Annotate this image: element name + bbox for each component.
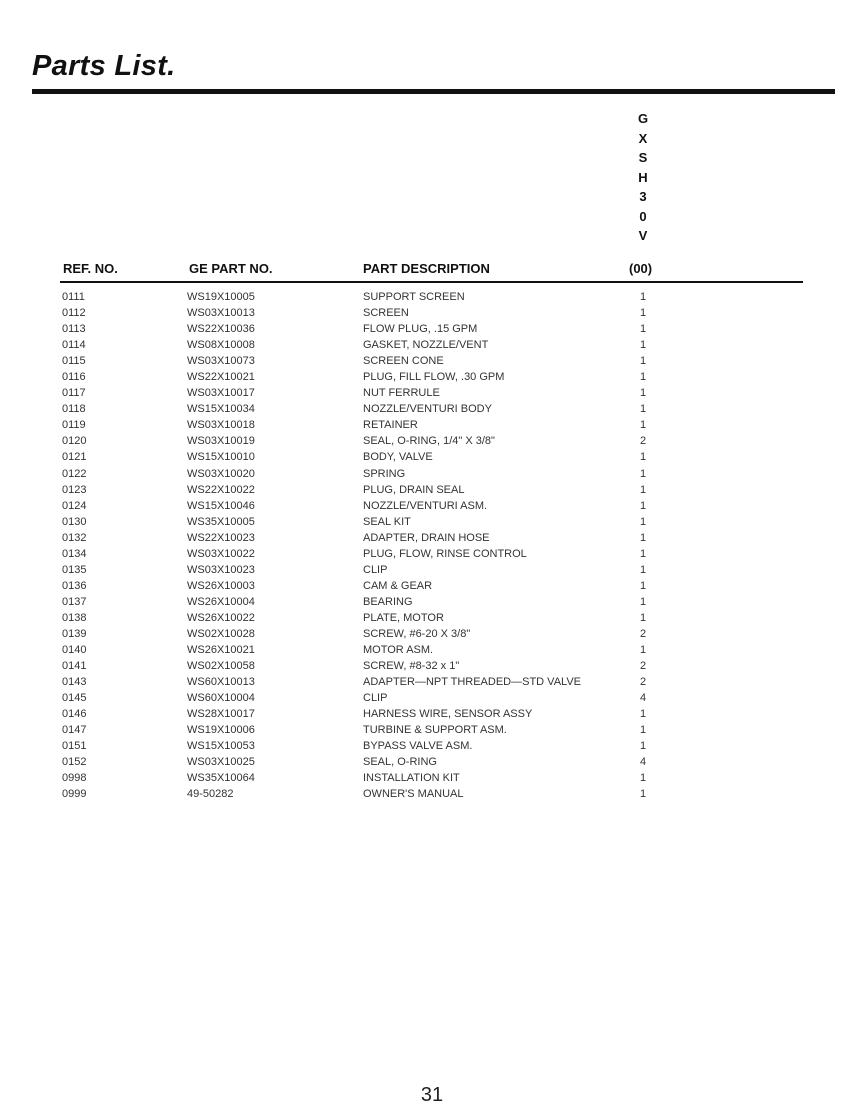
part-no-cell: WS08X10008 <box>187 339 255 352</box>
table-row <box>0 306 864 322</box>
model-number-column <box>636 109 650 246</box>
quantity-cell: 1 <box>639 547 647 560</box>
header-rule <box>60 281 803 283</box>
description-cell: OWNER'S MANUAL <box>363 788 464 801</box>
ref-no-cell: 0132 <box>62 531 87 544</box>
part-no-cell: WS03X10023 <box>187 563 255 576</box>
part-no-cell: WS19X10006 <box>187 724 255 737</box>
part-no-cell: WS03X10022 <box>187 547 255 560</box>
table-row <box>0 402 864 418</box>
quantity-cell: 1 <box>639 531 647 544</box>
table-row <box>0 515 864 531</box>
description-cell: NOZZLE/VENTURI BODY <box>363 403 492 416</box>
quantity-cell: 1 <box>639 740 647 753</box>
part-no-cell: WS03X10073 <box>187 355 255 368</box>
header-part-description: PART DESCRIPTION <box>363 261 490 276</box>
table-row <box>0 755 864 771</box>
description-cell: SCREEN CONE <box>363 355 444 368</box>
model-letter: 3 <box>639 189 647 204</box>
quantity-cell: 1 <box>639 419 647 432</box>
part-no-cell: WS26X10004 <box>187 595 255 608</box>
description-cell: PLUG, FLOW, RINSE CONTROL <box>363 547 527 560</box>
quantity-cell: 2 <box>639 676 647 689</box>
quantity-cell: 1 <box>639 708 647 721</box>
ref-no-cell: 0118 <box>62 403 86 416</box>
table-row <box>0 418 864 434</box>
quantity-cell: 1 <box>639 307 647 320</box>
description-cell: NUT FERRULE <box>363 387 440 400</box>
part-no-cell: WS22X10022 <box>187 483 255 496</box>
page-number: 31 <box>420 1084 444 1106</box>
part-no-cell: WS19X10005 <box>187 291 255 303</box>
page-title: Parts List. <box>32 50 176 82</box>
quantity-cell: 1 <box>639 644 647 657</box>
table-row <box>0 467 864 483</box>
part-no-cell: WS26X10021 <box>187 644 255 657</box>
ref-no-cell: 0111 <box>62 291 85 303</box>
quantity-cell: 1 <box>639 323 647 336</box>
table-row <box>0 643 864 659</box>
table-row <box>0 611 864 627</box>
ref-no-cell: 0115 <box>62 355 86 368</box>
quantity-cell: 1 <box>639 467 647 480</box>
part-no-cell: WS03X10017 <box>187 387 255 400</box>
table-row <box>0 659 864 675</box>
part-no-cell: WS35X10005 <box>187 515 255 528</box>
table-row <box>0 338 864 354</box>
description-cell: PLATE, MOTOR <box>363 611 444 624</box>
quantity-cell: 1 <box>639 595 647 608</box>
quantity-cell: 1 <box>639 339 647 352</box>
table-row <box>0 354 864 370</box>
part-no-cell: WS22X10021 <box>187 371 255 384</box>
ref-no-cell: 0147 <box>62 724 87 737</box>
table-row <box>0 370 864 386</box>
quantity-cell: 2 <box>639 627 647 640</box>
quantity-cell: 1 <box>639 724 647 737</box>
quantity-cell: 1 <box>639 788 647 801</box>
ref-no-cell: 0139 <box>62 627 87 640</box>
model-letter: X <box>638 130 648 146</box>
quantity-cell: 1 <box>639 387 647 400</box>
description-cell: BODY, VALVE <box>363 451 433 464</box>
part-no-cell: WS15X10053 <box>187 740 255 753</box>
description-cell: SCREW, #6-20 X 3/8" <box>363 627 471 640</box>
description-cell: SEAL, O-RING <box>363 756 437 769</box>
table-row <box>0 547 864 563</box>
quantity-cell: 1 <box>639 772 647 785</box>
description-cell: GASKET, NOZZLE/VENT <box>363 339 489 352</box>
description-cell: INSTALLATION KIT <box>363 772 460 785</box>
part-no-cell: WS02X10058 <box>187 660 255 673</box>
quantity-cell: 4 <box>639 756 647 769</box>
part-no-cell: WS03X10025 <box>187 756 255 769</box>
table-row <box>0 691 864 707</box>
table-row <box>0 322 864 338</box>
part-no-cell: WS03X10013 <box>187 307 255 320</box>
description-cell: RETAINER <box>363 419 418 432</box>
quantity-cell: 1 <box>639 563 647 576</box>
description-cell: SCREEN <box>363 307 409 320</box>
ref-no-cell: 0112 <box>62 307 86 320</box>
ref-no-cell: 0998 <box>62 772 87 785</box>
part-no-cell: WS26X10003 <box>187 579 255 592</box>
ref-no-cell: 0124 <box>62 499 87 512</box>
ref-no-cell: 0151 <box>62 740 87 753</box>
ref-no-cell: 0145 <box>62 692 87 705</box>
ref-no-cell: 0143 <box>62 676 87 689</box>
table-row <box>0 579 864 595</box>
model-letter: H <box>638 169 648 185</box>
ref-no-cell: 0138 <box>62 611 87 624</box>
description-cell: CLIP <box>363 563 388 576</box>
description-cell: ADAPTER, DRAIN HOSE <box>363 531 490 544</box>
quantity-cell: 1 <box>639 371 647 384</box>
table-row <box>0 499 864 515</box>
ref-no-cell: 0135 <box>62 563 87 576</box>
ref-no-cell: 0121 <box>62 451 87 464</box>
description-cell: SEAL, O-RING, 1/4" X 3/8" <box>363 435 495 448</box>
description-cell: SPRING <box>363 467 406 480</box>
quantity-cell: 1 <box>639 499 647 512</box>
part-no-cell: WS35X10064 <box>187 772 255 785</box>
part-no-cell: WS28X10017 <box>187 708 255 721</box>
description-cell: SUPPORT SCREEN <box>363 291 465 303</box>
ref-no-cell: 0122 <box>62 467 87 480</box>
quantity-cell: 2 <box>639 660 647 673</box>
part-no-cell: WS22X10036 <box>187 323 255 336</box>
description-cell: SCREW, #8-32 x 1" <box>363 660 460 673</box>
description-cell: HARNESS WIRE, SENSOR ASSY <box>363 708 533 721</box>
part-no-cell: WS60X10013 <box>187 676 255 689</box>
quantity-cell: 1 <box>639 291 647 303</box>
table-row <box>0 563 864 579</box>
table-row <box>0 531 864 547</box>
part-no-cell: WS03X10019 <box>187 435 255 448</box>
description-cell: CLIP <box>363 692 388 705</box>
table-row <box>0 595 864 611</box>
description-cell: FLOW PLUG, .15 GPM <box>363 323 478 336</box>
quantity-cell: 1 <box>639 579 647 592</box>
model-letter: 0 <box>639 208 647 224</box>
part-no-cell: WS15X10010 <box>187 451 255 464</box>
table-row <box>0 290 864 306</box>
ref-no-cell: 0999 <box>62 788 87 801</box>
ref-no-cell: 0123 <box>62 483 87 496</box>
ref-no-cell: 0130 <box>62 515 87 528</box>
table-row <box>0 707 864 723</box>
table-row <box>0 739 864 755</box>
part-no-cell: 49-50282 <box>187 788 234 801</box>
quantity-cell: 1 <box>639 611 647 624</box>
table-row <box>0 723 864 739</box>
quantity-cell: 2 <box>639 435 647 448</box>
ref-no-cell: 0117 <box>62 387 86 400</box>
parts-table <box>0 290 864 804</box>
header-ge-part-no: GE PART NO. <box>189 261 273 276</box>
description-cell: PLUG, DRAIN SEAL <box>363 483 465 496</box>
quantity-cell: 1 <box>639 403 647 416</box>
table-row <box>0 434 864 450</box>
ref-no-cell: 0152 <box>62 756 87 769</box>
table-row <box>0 771 864 787</box>
header-ref-no: REF. NO. <box>63 261 118 276</box>
part-no-cell: WS26X10022 <box>187 611 255 624</box>
description-cell: ADAPTER—NPT THREADED—STD VALVE <box>363 676 582 689</box>
ref-no-cell: 0146 <box>62 708 87 721</box>
part-no-cell: WS03X10018 <box>187 419 255 432</box>
part-no-cell: WS60X10004 <box>187 692 255 705</box>
ref-no-cell: 0136 <box>62 579 87 592</box>
part-no-cell: WS03X10020 <box>187 467 255 480</box>
ref-no-cell: 0116 <box>62 371 86 384</box>
description-cell: NOZZLE/VENTURI ASM. <box>363 499 488 512</box>
ref-no-cell: 0137 <box>62 595 87 608</box>
quantity-cell: 1 <box>639 483 647 496</box>
description-cell: TURBINE & SUPPORT ASM. <box>363 724 507 737</box>
title-rule <box>32 89 835 94</box>
table-row <box>0 386 864 402</box>
ref-no-cell: 0120 <box>62 435 87 448</box>
quantity-cell: 4 <box>639 692 647 705</box>
model-letter: S <box>638 150 648 165</box>
table-row <box>0 787 864 803</box>
model-letter: G <box>637 111 649 126</box>
table-row <box>0 627 864 643</box>
part-no-cell: WS22X10023 <box>187 531 255 544</box>
table-row <box>0 675 864 691</box>
header-model-qty: (00) <box>629 261 653 276</box>
part-no-cell: WS15X10046 <box>187 499 255 512</box>
description-cell: SEAL KIT <box>363 515 411 528</box>
part-no-cell: WS02X10028 <box>187 627 255 640</box>
model-letter: V <box>638 228 648 243</box>
description-cell: MOTOR ASM. <box>363 644 434 657</box>
part-no-cell: WS15X10034 <box>187 403 255 416</box>
ref-no-cell: 0119 <box>62 419 86 432</box>
description-cell: PLUG, FILL FLOW, .30 GPM <box>363 371 505 384</box>
description-cell: BYPASS VALVE ASM. <box>363 740 473 753</box>
ref-no-cell: 0113 <box>62 323 86 336</box>
quantity-cell: 1 <box>639 515 647 528</box>
quantity-cell: 1 <box>639 451 647 464</box>
ref-no-cell: 0114 <box>62 339 86 352</box>
description-cell: BEARING <box>363 595 413 608</box>
quantity-cell: 1 <box>639 355 647 368</box>
ref-no-cell: 0134 <box>62 547 87 560</box>
ref-no-cell: 0141 <box>62 660 87 673</box>
table-row <box>0 450 864 466</box>
ref-no-cell: 0140 <box>62 644 87 657</box>
table-row <box>0 483 864 499</box>
description-cell: CAM & GEAR <box>363 579 433 592</box>
